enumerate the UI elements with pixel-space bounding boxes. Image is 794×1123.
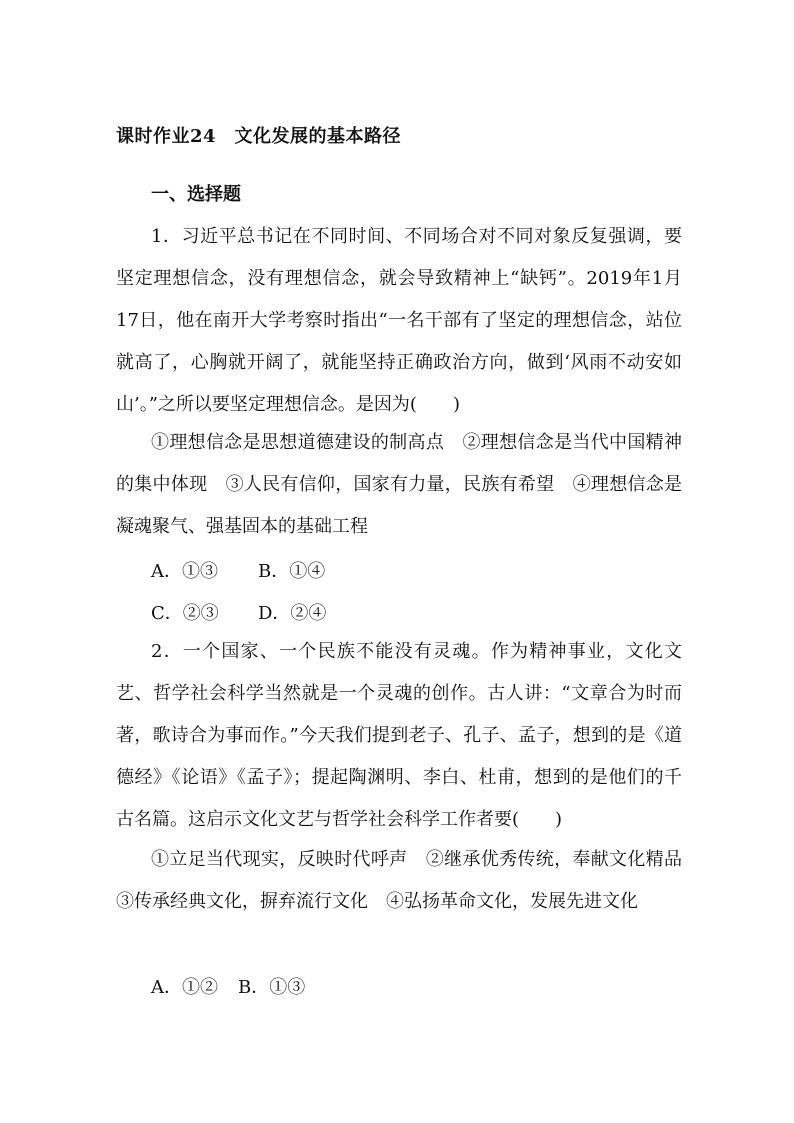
question-2-option-b: B．①③ — [238, 977, 306, 998]
question-1-option-d: D．②④ — [258, 603, 327, 624]
question-1-option-b: B．①④ — [258, 561, 326, 582]
question-1-option-c: C．②③ — [151, 603, 219, 624]
section-heading: 一、选择题 — [151, 184, 241, 205]
question-1-stem: 1．习近平总书记在不同时间、不同场合对不同对象反复强调，要坚定理想信念，没有理想信念，就会导致精神上“缺钙”。2019年1月17日，他在南开大学考察时指出“一名干部有了坚定的理想信念，站位就高了，心胸就开阔了，就能坚持正确政治方向，做到‘风雨不动安如山’。”之所以要坚定理想信念。是因为( ) — [116, 226, 682, 415]
question-2-option-a: A．①② — [151, 977, 218, 998]
question-2-statements: ①立足当代现实，反映时代呼声 ②继承优秀传统，奉献文化精品 ③传承经典文化，摒弃流行文化 ④弘扬革命文化，发展先进文化 — [116, 849, 700, 912]
question-1-option-a: A．①③ — [151, 561, 218, 582]
question-2-stem: 2．一个国家、一个民族不能没有灵魂。作为精神事业，文化文艺、哲学社会科学当然就是一个灵魂的创作。古人讲：“文章合为时而著，歌诗合为事而作。”今天我们提到老子、孔子、孟子，想到的是《道德经》《论语》《孟子》；提起陶渊明、李白、杜甫，想到的是他们的千古名篇。这启示文化文艺与哲学社会科学工作者要( ) — [116, 641, 682, 830]
question-1-statements: ①理想信念是思想道德建设的制高点 ②理想信念是当代中国精神的集中体现 ③人民有信仰，国家有力量，民族有希望 ④理想信念是凝魂聚气、强基固本的基础工程 — [116, 432, 682, 537]
page-title: 课时作业24 文化发展的基本路径 — [116, 126, 402, 147]
